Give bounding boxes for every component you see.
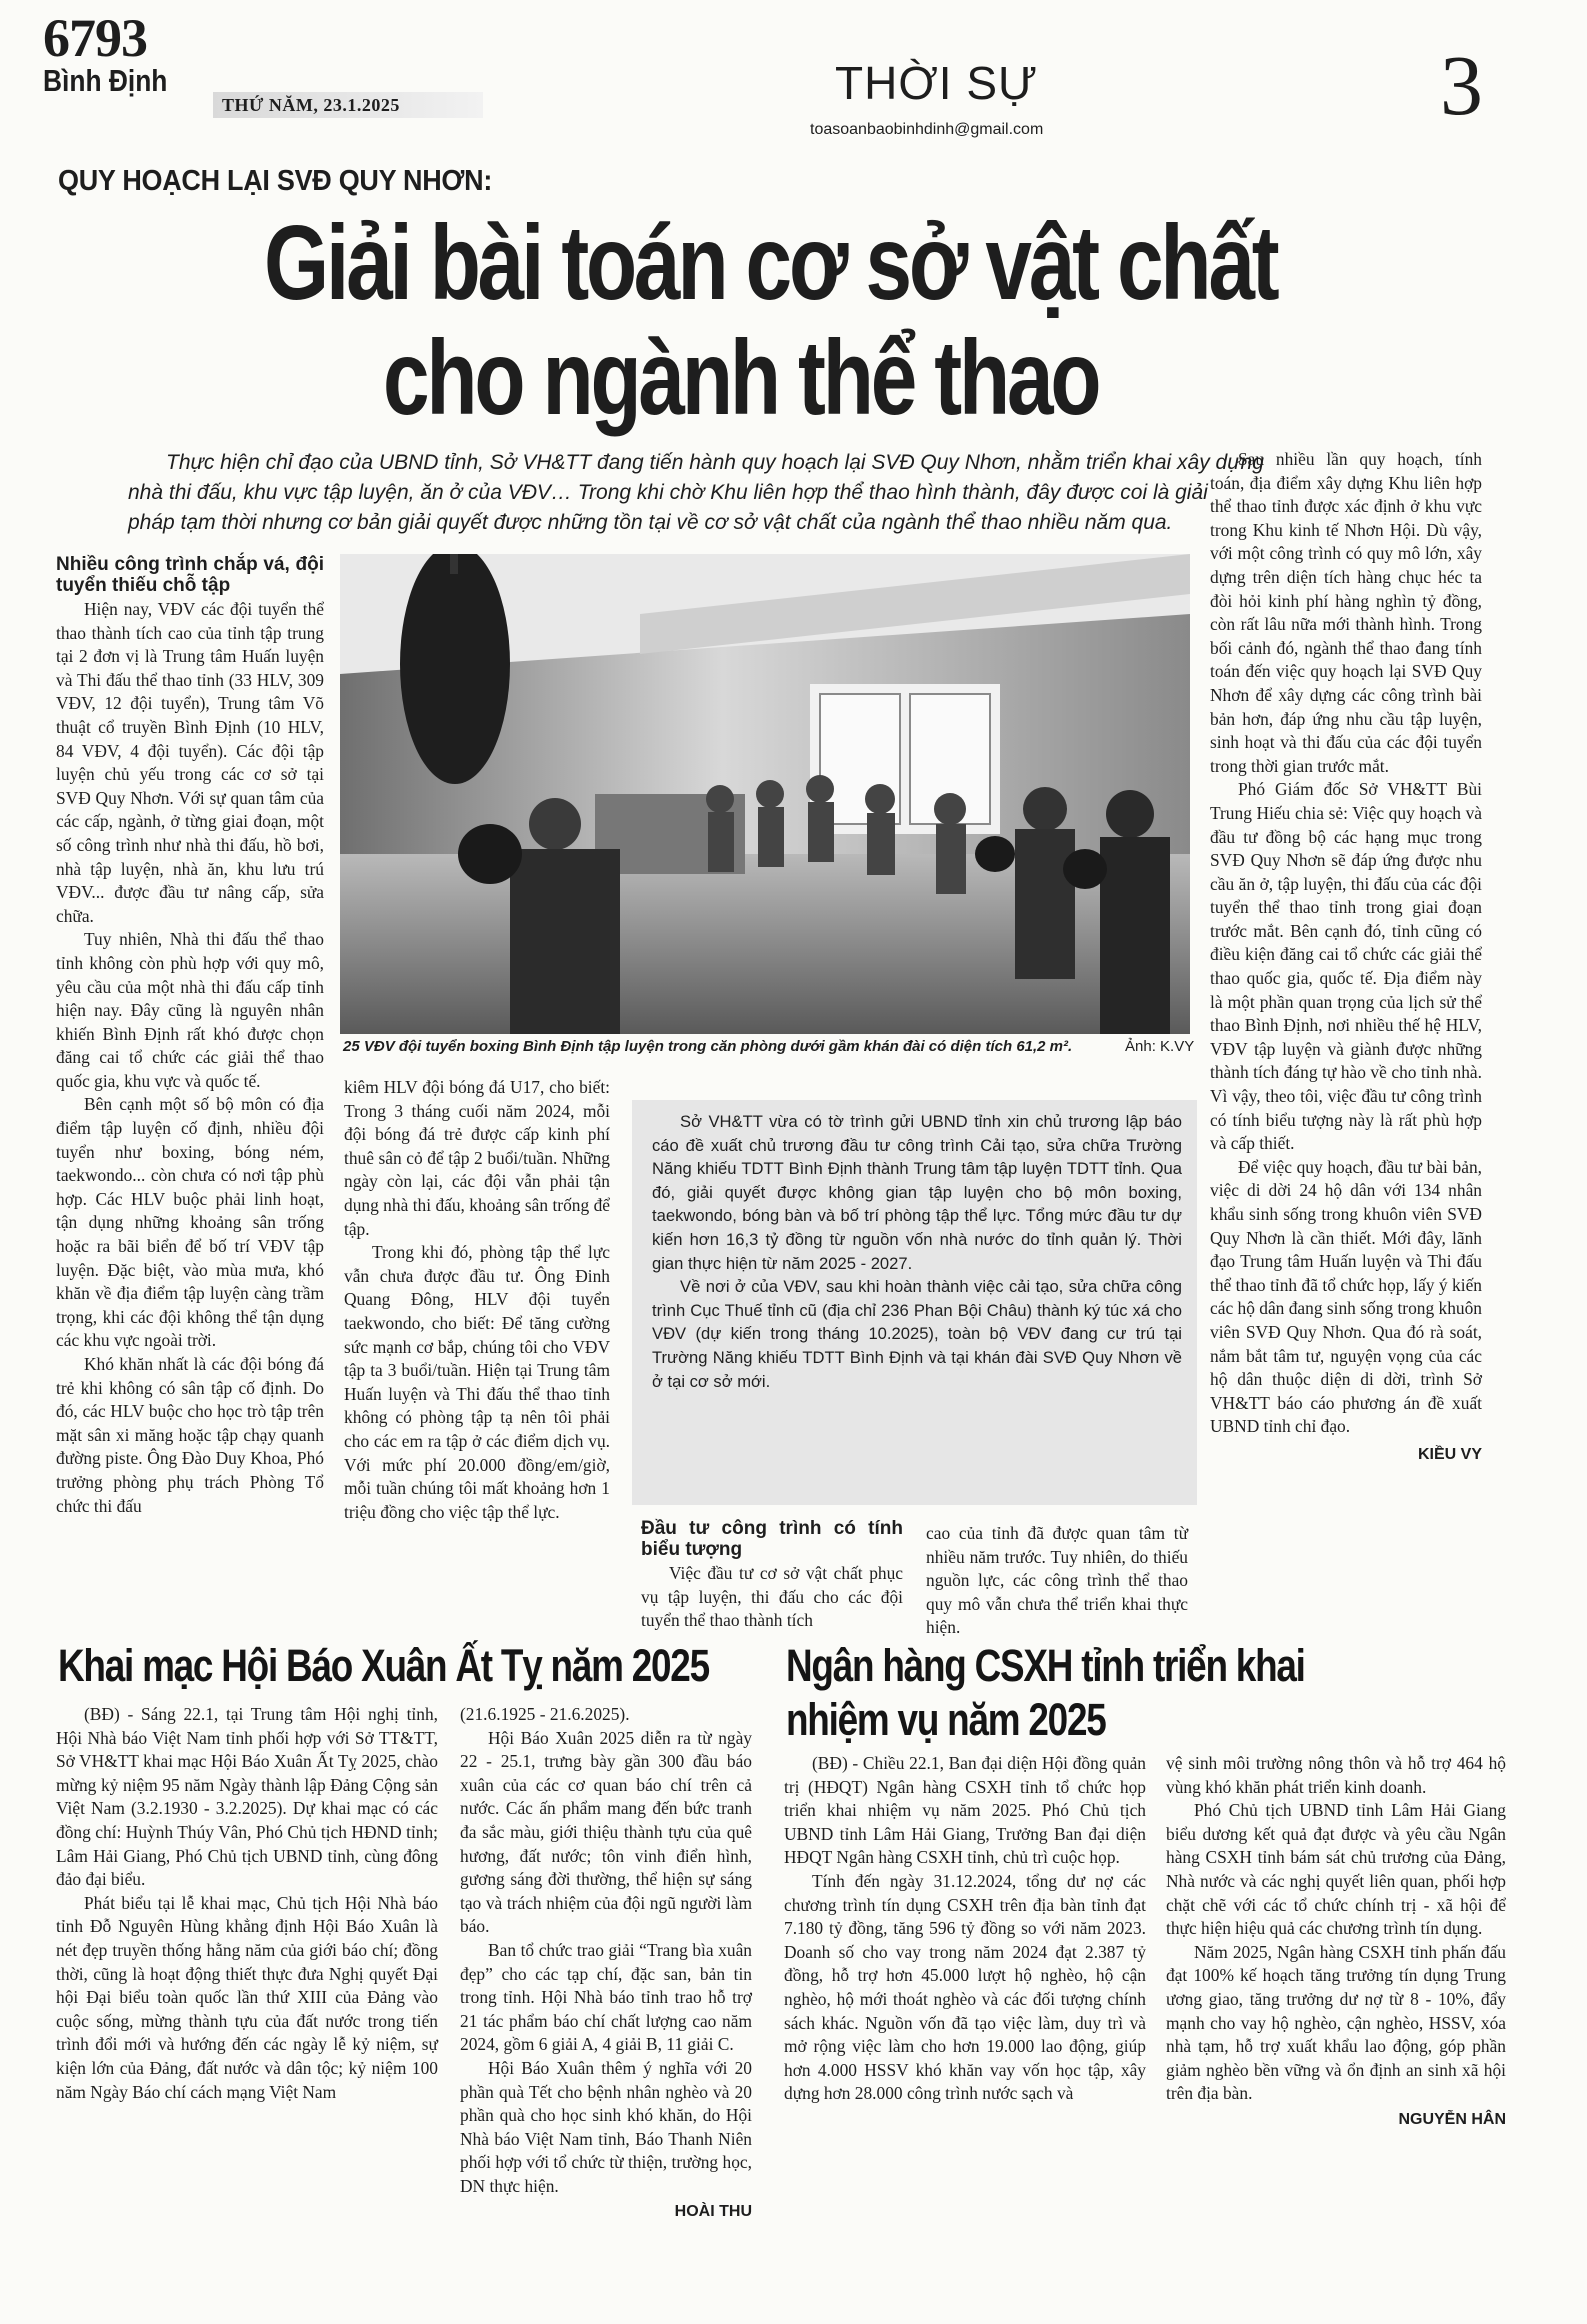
info-box-paragraph-2: Về nơi ở của VĐV, sau khi hoàn thành việc cải tạo, sửa chữa công trình Cục Thuế tỉnh cũ (địa chỉ 236 Phan Bội Châu) thành ký túc xá cho VĐV (dự kiến trong tháng 10.2025), toàn bộ VĐV đang cư trú tại Trường Năng khiếu TDTT Bình Định và tại khán đài SVĐ Quy Nhơn về ở tại cơ sở mới. xyxy=(652,1277,1182,1391)
lead-column-4 xyxy=(926,1522,1188,1640)
lead-title-line-1: Giải bài toán cơ sở vật chất xyxy=(264,204,1277,322)
story2-paragraph-2: Phát biểu tại lễ khai mạc, Chủ tịch Hội Nhà báo tỉnh Đỗ Nguyên Hùng khẳng định Hội Báo Xuân là nét đẹp truyền thống hằng năm của giới báo chí; đồng thời, cũng là hoạt động thiết thực đưa Nghị quyết Đại hội Đại biểu toàn quốc lần thứ XIII của Đảng vào cuộc sống, mừng thành tựu của đất nước trong tiến trình đổi mới và hướng đến các ngày lễ kỷ niệm, sự kiện lớn của Đảng, đất nước và dân tộc; kỷ niệm 100 năm Ngày Báo chí cách mạng Việt Nam xyxy=(56,1892,438,2102)
story3-paragraph-3: vệ sinh môi trường nông thôn và hỗ trợ 464 hộ vùng khó khăn phát triển kinh doanh. xyxy=(1166,1753,1506,1797)
lead-column-1 xyxy=(56,554,324,1518)
lead-c5-paragraph-2: Phó Giám đốc Sở VH&TT Bùi Trung Hiếu chia sẻ: Việc quy hoạch và đầu tư đồng bộ các hạng mục trong SVĐ Quy Nhơn sẽ đáp ứng được nhu cầu ăn ở, tập luyện, thi đấu của các đội tuyển thể thao tỉnh trong giai đoạn trước mắt. Bên cạnh đó, tỉnh cũng có điều kiện đăng cai tổ chức các giải thể thao quốc gia, quốc tế. Địa điểm này là một phần quan trọng của lịch sử thể thao Bình Định, nơi nhiều thế hệ HLV, VĐV tập luyện và giành được những thành tích đáng tự hào về cho tỉnh nhà. Vì vậy, theo tôi, việc đầu tư công trình có tính biểu tượng này là rất phù hợp và cấp thiết. xyxy=(1210,779,1482,1154)
story2-paragraph-4: Hội Báo Xuân 2025 diễn ra từ ngày 22 - 25.1, trưng bày gần 300 đầu báo xuân của các cơ quan báo chí trên cả nước. Các ấn phẩm mang đến bức tranh đa sắc màu, giới thiệu thành tựu của quê hương, đất nước; tôn vinh điển hình, gương sáng đời thường, thể hiện sự sáng tạo và trách nhiệm của đội ngũ người làm báo. xyxy=(460,1727,752,1937)
story3-title-line-2: nhiệm vụ năm 2025 xyxy=(786,1694,1106,1745)
lead-c2-paragraph-2: Trong khi đó, phòng tập thể lực vẫn chưa được đầu tư. Ông Đinh Quang Đông, HLV đội tuyển taekwondo, cho biết: Để tăng cường sức mạnh cơ bắp, chúng tôi cho VĐV tập ta 3 buổi/tuần. Hiện tại Trung tâm Huấn luyện và Thi đấu thể thao tỉnh không có phòng tập tạ nên tôi phải cho các em ra tập ở các điểm dịch vụ. Với mức phí 20.000 đồng/em/giờ, mỗi tuần chúng tôi mất khoảng hơn 1 triệu đồng cho việc tập thể lực. xyxy=(344,1242,610,1522)
lead-subhead-1: Nhiều công trình chắp vá, đội tuyển thiếu chỗ tập xyxy=(56,554,324,596)
photo-caption: 25 VĐV đội tuyển boxing Bình Định tập luyện trong căn phòng dưới gầm khán đài có diện tích 61,2 m². xyxy=(343,1038,1073,1055)
story3-title-line-1: Ngân hàng CSXH tỉnh triển khai xyxy=(786,1640,1305,1691)
info-box-paragraph-1: Sở VH&TT vừa có tờ trình gửi UBND tỉnh xin chủ trương lập báo cáo đề xuất chủ trương đầu tư công trình Cải tạo, sửa chữa Trường Năng khiếu TDTT Bình Định thành Trung tâm tập luyện TDTT tỉnh. Qua đó, giải quyết được không gian tập luyện cho bộ môn boxing, taekwondo, bóng bàn và bố trí phòng tập thể lực. Tổng mức đầu tư dự kiến hơn 16,3 tỷ đồng từ nguồn vốn nhà nước do tỉnh quản lý. Thời gian thực hiện từ năm 2025 - 2027. xyxy=(652,1112,1182,1273)
story2-column-2 xyxy=(460,1703,752,2224)
story3-paragraph-1: (BĐ) - Chiều 22.1, Ban đại diện Hội đồng quản trị (HĐQT) Ngân hàng CSXH tỉnh tổ chức họp triển khai nhiệm vụ năm 2025. Phó Chủ tịch UBND tỉnh Lâm Hải Giang, Trưởng Ban đại diện HĐQT Ngân hàng CSXH tỉnh, chủ trì cuộc họp. xyxy=(784,1753,1146,1868)
lead-c1-paragraph-2: Tuy nhiên, Nhà thi đấu thể thao tỉnh không còn phù hợp với quy mô, yêu cầu của một nhà thi đấu cấp tỉnh hiện nay. Đây cũng là nguyên nhân khiến Bình Định rất khó được chọn đăng cai tổ chức các giải thể thao quốc gia, khu vực và quốc tế. xyxy=(56,929,324,1091)
lead-column-5 xyxy=(1210,448,1482,1467)
story2-paragraph-6: Hội Báo Xuân thêm ý nghĩa với 20 phần quà Tết cho bệnh nhân nghèo và 20 phần quà cho học sinh khó khăn, do Hội Nhà báo Việt Nam tỉnh, Báo Thanh Niên phối hợp với tổ chức từ thiện, trường học, DN thực hiện. xyxy=(460,2057,752,2196)
lead-subhead-2: Đầu tư công trình có tính biểu tượng xyxy=(641,1518,903,1560)
lead-c1-paragraph-1: Hiện nay, VĐV các đội tuyển thể thao thành tích cao của tỉnh tập trung tại 2 đơn vị là Trung tâm Huấn luyện và Thi đấu thể thao tỉnh (33 HLV, 309 VĐV, 12 đội tuyển), Trung tâm Võ thuật cổ truyền Bình Định (10 HLV, 84 VĐV, 4 đội tuyển). Các đội tập luyện chủ yếu trong các cơ sở tại SVĐ Quy Nhơn. Với sự quan tâm của các cấp, ngành, ở từng giai đoạn, một số công trình như nhà thi đấu, hồ bơi, nhà tập luyện, nhà ăn, khu lưu trú VĐV... được đầu tư nâng cấp, sửa chữa. xyxy=(56,599,324,926)
lead-column-2 xyxy=(344,1076,610,1524)
story3-column-2 xyxy=(1166,1752,1506,2132)
story2-column-1 xyxy=(56,1703,438,2104)
lead-c4-paragraph-1: cao của tỉnh đã được quan tâm từ nhiều năm trước. Tuy nhiên, do thiếu nguồn lực, các công trình thể thao quy mô vẫn chưa thể triển khai thực hiện. xyxy=(926,1523,1188,1638)
lead-c1-paragraph-4: Khó khăn nhất là các đội bóng đá trẻ khi không có sân tập cố định. Do đó, các HLV buộc cho học trò tập trên mặt sân xi măng hoặc tập chạy quanh đường piste. Ông Đào Duy Khoa, Phó trưởng phòng phụ trách Phòng Tổ chức thi đấu xyxy=(56,1354,324,1516)
issue-number: 6793 xyxy=(43,8,147,68)
story3-paragraph-4: Phó Chủ tịch UBND tỉnh Lâm Hải Giang biểu dương kết quả đạt được và yêu cầu Ngân hàng CSXH tỉnh bám sát chủ trương của Đảng, Nhà nước và các nghị quyết liên quan, phối hợp chặt chẽ với các tổ chức chính trị - xã hội để thực hiện hiệu quả các chương trình tín dụng. xyxy=(1166,1800,1506,1939)
photo-credit: Ảnh: K.VY xyxy=(1125,1038,1195,1055)
lead-sapo-line-1: Thực hiện chỉ đạo của UBND tỉnh, Sở VH&TT đang tiến hành quy hoạch lại SVĐ Quy Nhơn, nhằm triển khai xây dựng xyxy=(166,451,1264,474)
info-box-text xyxy=(652,1110,1182,1393)
lead-c5-paragraph-3: Để việc quy hoạch, đầu tư bài bản, việc di dời 24 hộ dân với 134 nhân khẩu sinh sống trong khuôn viên SVĐ Quy Nhơn là cần thiết. Mới đây, lãnh đạo Trung tâm Huấn luyện và Thi đấu thể thao tỉnh đã tổ chức họp, lấy ý kiến các hộ dân đang sinh sống trong khuôn viên SVĐ Quy Nhơn. Qua đó rà soát, nắm bắt tâm tư, nguyện vọng của các hộ dân thuộc diện di dời, trình Sở VH&TT báo cáo phương án đề xuất UBND tỉnh chỉ đạo. xyxy=(1210,1156,1482,1437)
section-name: THỜI SỰ xyxy=(835,57,1039,109)
lead-c5-paragraph-1: Sau nhiều lần quy hoạch, tính toán, địa điểm xây dựng Khu liên hợp thể thao tỉnh được xác định ở khu vực trong Khu kinh tế Nhơn Hội. Dù vậy, với một công trình có quy mô lớn, xây dựng trên diện tích hàng chục héc ta đòi hỏi kinh phí hàng nghìn tỷ đồng, còn rất lâu nữa mới thành hình. Trong bối cảnh đó, ngành thể thao đang tính toán đến việc quy hoạch lại SVĐ Quy Nhơn để xây dựng các công trình bài bản hơn, đáp ứng nhu cầu tập luyện, sinh hoạt và thi đấu của các đội tuyển trong thời gian trước mắt. xyxy=(1210,449,1482,776)
story3-paragraph-5: Năm 2025, Ngân hàng CSXH tỉnh phấn đấu đạt 100% kế hoạch tăng trưởng tín dụng Trung ương giao, tăng trưởng dư nợ từ 8 - 10%, đẩy mạnh cho vay hộ nghèo, cận nghèo, HSSV, xóa nhà tạm, hỗ trợ xuất khẩu lao động, góp phần giảm nghèo bền vững và ổn định an sinh xã hội trên địa bàn. xyxy=(1166,1941,1506,2104)
lead-title-line-2: cho ngành thể thao xyxy=(383,319,1099,437)
paper-name: Bình Định xyxy=(43,63,168,98)
lead-c2-paragraph-1: kiêm HLV đội bóng đá U17, cho biết: Trong 3 tháng cuối năm 2024, mỗi đội bóng đá trẻ được cấp kinh phí thuê sân cỏ để tập 2 buổi/tuần. Những ngày còn lại, các đội vẫn phải tận dụng nhà thi đấu, khoảng sân trống để tập. xyxy=(344,1077,610,1239)
story2-paragraph-1: (BĐ) - Sáng 22.1, tại Trung tâm Hội nghị tỉnh, Hội Nhà báo Việt Nam tỉnh phối hợp với Sở TT&TT, Sở VH&TT khai mạc Hội Báo Xuân Ất Tỵ 2025, chào mừng kỷ niệm 95 năm Ngày thành lập Đảng Cộng sản Việt Nam (3.2.1930 - 3.2.2025). Dự khai mạc có các đồng chí: Huỳnh Thúy Vân, Phó Chủ tịch HĐND tỉnh; Lâm Hải Giang, Phó Chủ tịch UBND tỉnh, cùng đông đảo đại biểu. xyxy=(56,1704,438,1890)
lead-kicker: QUY HOẠCH LẠI SVĐ QUY NHƠN: xyxy=(58,165,493,197)
lead-column-3 xyxy=(641,1518,903,1633)
story2-paragraph-3: (21.6.1925 - 21.6.2025). xyxy=(460,1704,630,1724)
lead-sapo-line-3: pháp tạm thời nhưng cơ bản giải quyết được những tồn tại về cơ sở vật chất của ngành thể thao nhiều năm qua. xyxy=(128,511,1173,534)
issue-date: THỨ NĂM, 23.1.2025 xyxy=(222,95,400,115)
story2-byline: HOÀI THU xyxy=(674,2203,752,2221)
lead-c1-paragraph-3: Bên cạnh một số bộ môn có địa điểm tập luyện cố định, nhiều đội tuyển như boxing, bóng ném, taekwondo... còn chưa có nơi tập phù hợp. Các HLV buộc phải linh hoạt, tận dụng những khoảng sân trống hoặc ra bãi biển để bố trí VĐV tập luyện. Đặc biệt, vào mùa mưa, khó khăn về địa điểm tập luyện càng trầm trọng, khi các đội không thể tận dụng các khu vực ngoài trời. xyxy=(56,1094,324,1351)
lead-c3-paragraph-1: Việc đầu tư cơ sở vật chất phục vụ tập luyện, thi đấu cho các đội tuyển thể thao thành tích xyxy=(641,1563,903,1631)
story3-byline: NGUYỄN HÂN xyxy=(1398,2110,1506,2128)
boxing-training-photo xyxy=(340,554,1190,1034)
photo-illustration xyxy=(340,554,1190,1034)
story3-column-1 xyxy=(784,1752,1146,2106)
contact-email: toasoanbaobinhdinh@gmail.com xyxy=(810,121,1044,138)
lead-sapo-line-2: nhà thi đấu, khu vực tập luyện, ăn ở của VĐV… Trong khi chờ Khu liên hợp thể thao hình thành, đây được coi là giải xyxy=(128,481,1208,504)
page-number: 3 xyxy=(1440,37,1483,133)
story2-paragraph-5: Ban tổ chức trao giải “Trang bìa xuân đẹp” cho các tạp chí, đặc san, bản tin trong tỉnh. Hội Nhà báo tỉnh trao hỗ trợ 21 tác phẩm báo chí chất lượng cao năm 2024, gồm 6 giải A, 4 giải B, 11 giải C. xyxy=(460,1939,752,2055)
lead-byline: KIỀU VY xyxy=(1417,1445,1482,1463)
story2-title: Khai mạc Hội Báo Xuân Ất Tỵ năm 2025 xyxy=(58,1640,709,1691)
story3-paragraph-2: Tính đến ngày 31.12.2024, tổng dư nợ các chương trình tín dụng CSXH trên địa bàn tỉnh đạt 7.180 tỷ đồng, tăng 596 tỷ đồng so với năm 2023. Doanh số cho vay trong năm 2024 đạt 2.387 tỷ đồng, hỗ trợ hơn 45.000 lượt hộ nghèo, hộ cận nghèo, hộ mới thoát nghèo và các đối tượng chính sách khác. Nguồn vốn đã tạo việc làm, duy trì và mở rộng việc làm cho hơn 19.000 lao động, giúp hơn 4.000 HSSV khó khăn vay vốn học tập, xây dựng hơn 28.000 công trình nước sạch và xyxy=(784,1870,1146,2104)
